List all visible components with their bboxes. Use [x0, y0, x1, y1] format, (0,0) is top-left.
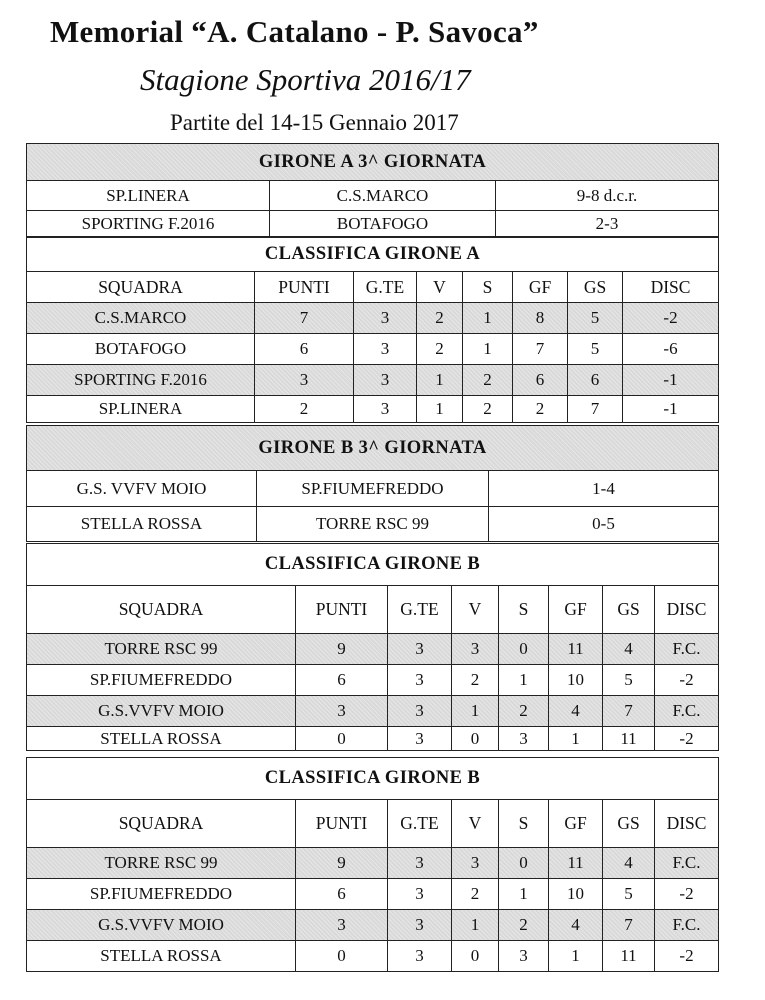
table-cell: 5	[568, 334, 623, 365]
table-cell: 4	[549, 910, 603, 941]
table-cell: 2	[452, 665, 499, 696]
table-cell: 0	[296, 727, 388, 751]
table-cell: 2	[463, 396, 513, 423]
table-cell: 3	[296, 696, 388, 727]
table-cell: -1	[623, 365, 719, 396]
table-cell: 3	[388, 941, 452, 972]
table-row	[27, 334, 719, 365]
table-cell: 1	[452, 696, 499, 727]
table-cell: 7	[568, 396, 623, 423]
match-away-team: SP.FIUMEFREDDO	[257, 471, 489, 507]
col-header: G.TE	[388, 586, 452, 634]
table-cell: 4	[549, 696, 603, 727]
col-header: PUNTI	[296, 586, 388, 634]
table-cell: G.S.VVFV MOIO	[27, 696, 296, 727]
match-score: 9-8 d.c.r.	[496, 181, 719, 211]
col-header: GS	[603, 800, 655, 848]
table-cell: 0	[499, 634, 549, 665]
table-cell: 6	[513, 365, 568, 396]
col-header: GF	[549, 586, 603, 634]
match-away-team: BOTAFOGO	[270, 211, 496, 238]
table-cell: 7	[603, 696, 655, 727]
girone-b-matchday-title: GIRONE B 3^ GIORNATA	[27, 426, 719, 471]
girone-a-standings-table	[26, 236, 719, 423]
table-cell: 3	[354, 396, 417, 423]
table-cell: 1	[549, 727, 603, 751]
table-cell: -2	[623, 303, 719, 334]
table-cell: 9	[296, 634, 388, 665]
match-date: Partite del 14-15 Gennaio 2017	[170, 110, 459, 135]
table-cell: 2	[499, 910, 549, 941]
table-cell: 9	[296, 848, 388, 879]
col-header: SQUADRA	[27, 272, 255, 303]
table-cell: 6	[255, 334, 354, 365]
table-cell: SPORTING F.2016	[27, 365, 255, 396]
girone-b-standings-table	[26, 543, 719, 751]
girone-b-standings-title: CLASSIFICA GIRONE B	[27, 758, 719, 800]
table-cell: F.C.	[655, 634, 719, 665]
girone-b-matches-table	[26, 425, 719, 542]
table-cell: 1	[499, 665, 549, 696]
table-cell: 0	[499, 848, 549, 879]
col-header: S	[499, 800, 549, 848]
col-header: V	[417, 272, 463, 303]
table-cell: 5	[568, 303, 623, 334]
table-cell: -1	[623, 396, 719, 423]
table-cell: 3	[499, 727, 549, 751]
match-home-team: SPORTING F.2016	[27, 211, 270, 238]
table-cell: 11	[549, 634, 603, 665]
table-cell: 4	[603, 634, 655, 665]
match-away-team: TORRE RSC 99	[257, 507, 489, 542]
girone-b-standings-title: CLASSIFICA GIRONE B	[27, 544, 719, 586]
table-cell: 11	[603, 941, 655, 972]
table-cell: 3	[354, 334, 417, 365]
table-cell: 2	[499, 696, 549, 727]
col-header: DISC	[655, 586, 719, 634]
table-cell: G.S.VVFV MOIO	[27, 910, 296, 941]
match-home-team: SP.LINERA	[27, 181, 270, 211]
table-cell: 1	[452, 910, 499, 941]
table-row	[27, 727, 719, 751]
table-cell: 0	[452, 941, 499, 972]
table-cell: 6	[296, 665, 388, 696]
table-cell: 7	[513, 334, 568, 365]
table-cell: 11	[603, 727, 655, 751]
table-cell: 3	[388, 665, 452, 696]
table-cell: 5	[603, 879, 655, 910]
table-row	[27, 941, 719, 972]
table-cell: 4	[603, 848, 655, 879]
girone-b-standings-table-repeat	[26, 757, 719, 972]
col-header: V	[452, 586, 499, 634]
table-cell: 3	[388, 727, 452, 751]
table-cell: 1	[499, 879, 549, 910]
table-cell: 1	[417, 396, 463, 423]
season-subtitle: Stagione Sportiva 2016/17	[140, 62, 471, 97]
table-cell: 3	[354, 303, 417, 334]
table-cell: 2	[513, 396, 568, 423]
table-row	[27, 879, 719, 910]
girone-a-matchday-title: GIRONE A 3^ GIORNATA	[27, 144, 719, 181]
col-header: PUNTI	[255, 272, 354, 303]
table-cell: 3	[255, 365, 354, 396]
table-cell: 1	[463, 334, 513, 365]
table-cell: 3	[388, 879, 452, 910]
col-header: GS	[568, 272, 623, 303]
table-cell: 3	[388, 848, 452, 879]
table-cell: 3	[354, 365, 417, 396]
table-cell: 6	[568, 365, 623, 396]
girone-a-standings-title: CLASSIFICA GIRONE A	[27, 237, 719, 272]
table-cell: 0	[296, 941, 388, 972]
table-cell: 7	[255, 303, 354, 334]
table-cell: 3	[388, 696, 452, 727]
table-cell: STELLA ROSSA	[27, 941, 296, 972]
table-cell: 10	[549, 879, 603, 910]
table-cell: 1	[549, 941, 603, 972]
table-cell: -2	[655, 727, 719, 751]
table-cell: SP.FIUMEFREDDO	[27, 879, 296, 910]
table-row	[27, 848, 719, 879]
table-cell: 7	[603, 910, 655, 941]
match-home-team: STELLA ROSSA	[27, 507, 257, 542]
col-header: GS	[603, 586, 655, 634]
table-row	[27, 910, 719, 941]
table-cell: 11	[549, 848, 603, 879]
table-cell: 2	[417, 303, 463, 334]
col-header: GF	[549, 800, 603, 848]
table-cell: 1	[463, 303, 513, 334]
col-header: S	[463, 272, 513, 303]
col-header: DISC	[623, 272, 719, 303]
table-cell: 2	[463, 365, 513, 396]
table-cell: 3	[296, 910, 388, 941]
document-title: Memorial “A. Catalano - P. Savoca”	[50, 14, 539, 49]
col-header: PUNTI	[296, 800, 388, 848]
table-cell: BOTAFOGO	[27, 334, 255, 365]
table-cell: 1	[417, 365, 463, 396]
table-cell: F.C.	[655, 848, 719, 879]
table-cell: 10	[549, 665, 603, 696]
table-cell: 8	[513, 303, 568, 334]
match-away-team: C.S.MARCO	[270, 181, 496, 211]
table-cell: F.C.	[655, 696, 719, 727]
table-cell: 5	[603, 665, 655, 696]
col-header: G.TE	[354, 272, 417, 303]
col-header: V	[452, 800, 499, 848]
girone-a-matches-table	[26, 143, 719, 238]
table-cell: 3	[499, 941, 549, 972]
table-cell: 3	[452, 634, 499, 665]
match-score: 2-3	[496, 211, 719, 238]
match-score: 0-5	[489, 507, 719, 542]
col-header: SQUADRA	[27, 586, 296, 634]
col-header: G.TE	[388, 800, 452, 848]
table-cell: 2	[452, 879, 499, 910]
table-cell: C.S.MARCO	[27, 303, 255, 334]
col-header: GF	[513, 272, 568, 303]
table-cell: 3	[452, 848, 499, 879]
table-cell: -6	[623, 334, 719, 365]
table-cell: 6	[296, 879, 388, 910]
col-header: S	[499, 586, 549, 634]
table-row	[27, 396, 719, 423]
table-cell: -2	[655, 879, 719, 910]
match-score: 1-4	[489, 471, 719, 507]
table-cell: -2	[655, 941, 719, 972]
table-row	[27, 634, 719, 665]
table-cell: 2	[417, 334, 463, 365]
table-cell: 0	[452, 727, 499, 751]
table-cell: TORRE RSC 99	[27, 848, 296, 879]
table-cell: 2	[255, 396, 354, 423]
table-cell: F.C.	[655, 910, 719, 941]
table-row	[27, 665, 719, 696]
col-header: DISC	[655, 800, 719, 848]
col-header: SQUADRA	[27, 800, 296, 848]
table-row	[27, 696, 719, 727]
table-cell: 3	[388, 910, 452, 941]
table-cell: STELLA ROSSA	[27, 727, 296, 751]
match-home-team: G.S. VVFV MOIO	[27, 471, 257, 507]
table-row	[27, 303, 719, 334]
table-cell: TORRE RSC 99	[27, 634, 296, 665]
table-cell: SP.LINERA	[27, 396, 255, 423]
table-cell: 3	[388, 634, 452, 665]
table-row	[27, 365, 719, 396]
table-cell: SP.FIUMEFREDDO	[27, 665, 296, 696]
table-cell: -2	[655, 665, 719, 696]
